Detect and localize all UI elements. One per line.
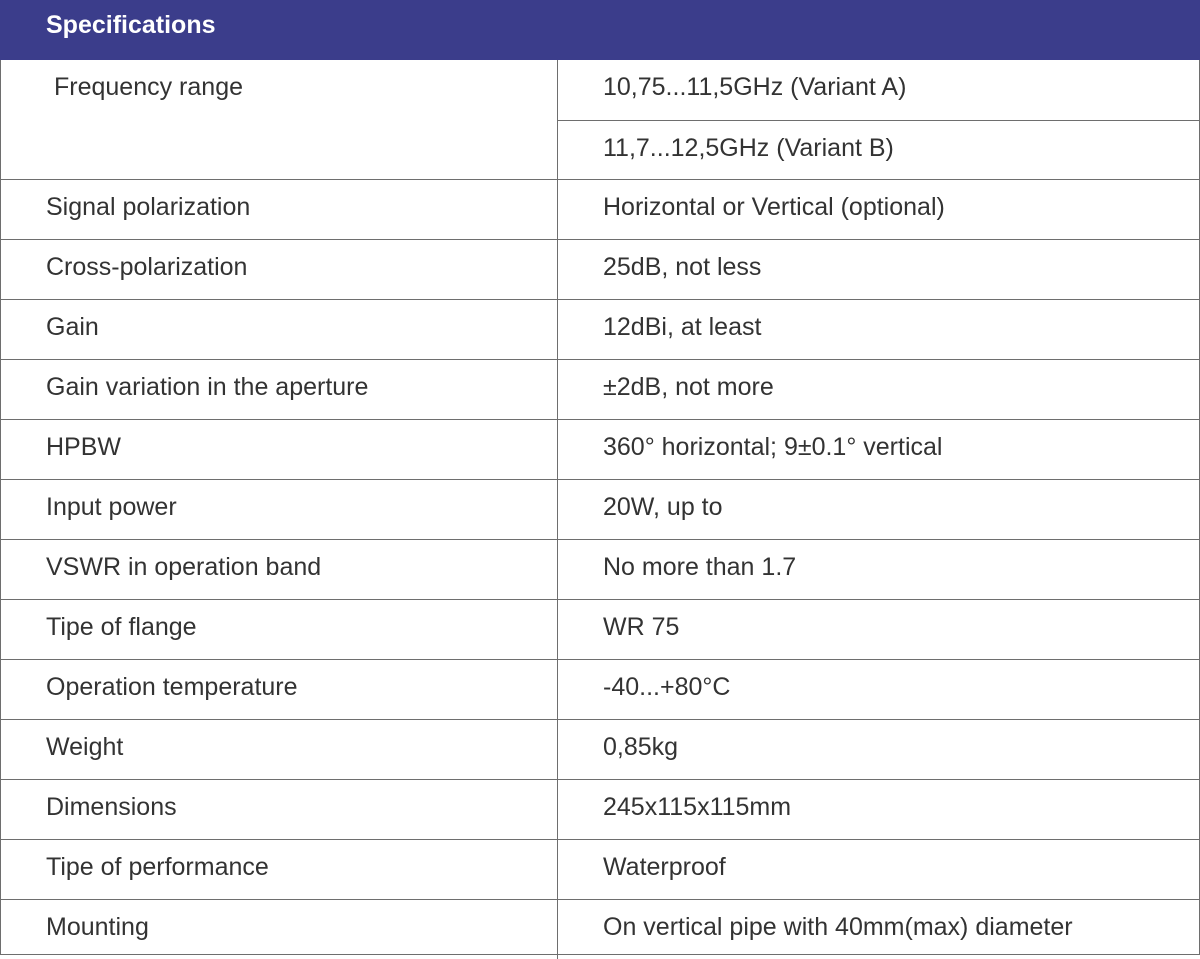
spec-label: Dimensions	[1, 780, 558, 839]
spec-label: Input power	[1, 480, 558, 539]
spec-label: Cross-polarization	[1, 240, 558, 299]
spec-label: Gain	[1, 300, 558, 359]
spec-label: Weight	[1, 720, 558, 779]
spec-value: 245x115x115mm	[603, 793, 792, 821]
spec-label: VSWR in operation band	[1, 540, 558, 599]
table-row	[1, 240, 1199, 300]
table-row	[1, 660, 1199, 720]
spec-value: 360° horizontal; 9±0.1° vertical	[603, 433, 943, 461]
table-row	[1, 60, 1199, 180]
spec-label: Signal polarization	[1, 180, 558, 239]
table-row	[1, 480, 1199, 540]
spec-label: HPBW	[1, 420, 558, 479]
spec-value: On vertical pipe with 40mm(max) diameter	[603, 913, 1073, 941]
table-row	[1, 720, 1199, 780]
spec-value: Waterproof	[603, 853, 726, 881]
spec-label: Tipe of flange	[1, 600, 558, 659]
table-body	[0, 60, 1200, 955]
table-row	[1, 780, 1199, 840]
spec-label: Operation temperature	[1, 660, 558, 719]
table-row	[1, 420, 1199, 480]
spec-value: 0,85kg	[603, 733, 679, 761]
spec-value: 20W, up to	[603, 493, 723, 521]
table-row	[1, 600, 1199, 660]
table-row	[1, 300, 1199, 360]
spec-value: WR 75	[603, 613, 680, 641]
spec-values	[558, 60, 1199, 179]
table-row	[1, 840, 1199, 900]
spec-value: Horizontal or Vertical (optional)	[603, 193, 945, 221]
spec-value: ±2dB, not more	[603, 373, 774, 401]
table-row	[1, 540, 1199, 600]
spec-value: -40...+80°C	[603, 673, 731, 701]
table-header	[0, 0, 1200, 60]
table-row	[1, 360, 1199, 420]
spec-label: Tipe of performance	[1, 840, 558, 899]
spec-value: 10,75...11,5GHz (Variant A)	[603, 73, 907, 101]
spec-value: 25dB, not less	[603, 253, 762, 281]
table-row	[1, 180, 1199, 240]
spec-value: 12dBi, at least	[603, 313, 762, 341]
spec-value: No more than 1.7	[603, 553, 797, 581]
spec-label: Gain variation in the aperture	[1, 360, 558, 419]
spec-label: Frequency range	[1, 60, 558, 179]
spec-value: 11,7...12,5GHz (Variant B)	[558, 120, 1199, 179]
spec-label: Mounting	[1, 900, 558, 959]
table-row	[1, 900, 1199, 959]
table-title: Specifications	[46, 10, 216, 39]
